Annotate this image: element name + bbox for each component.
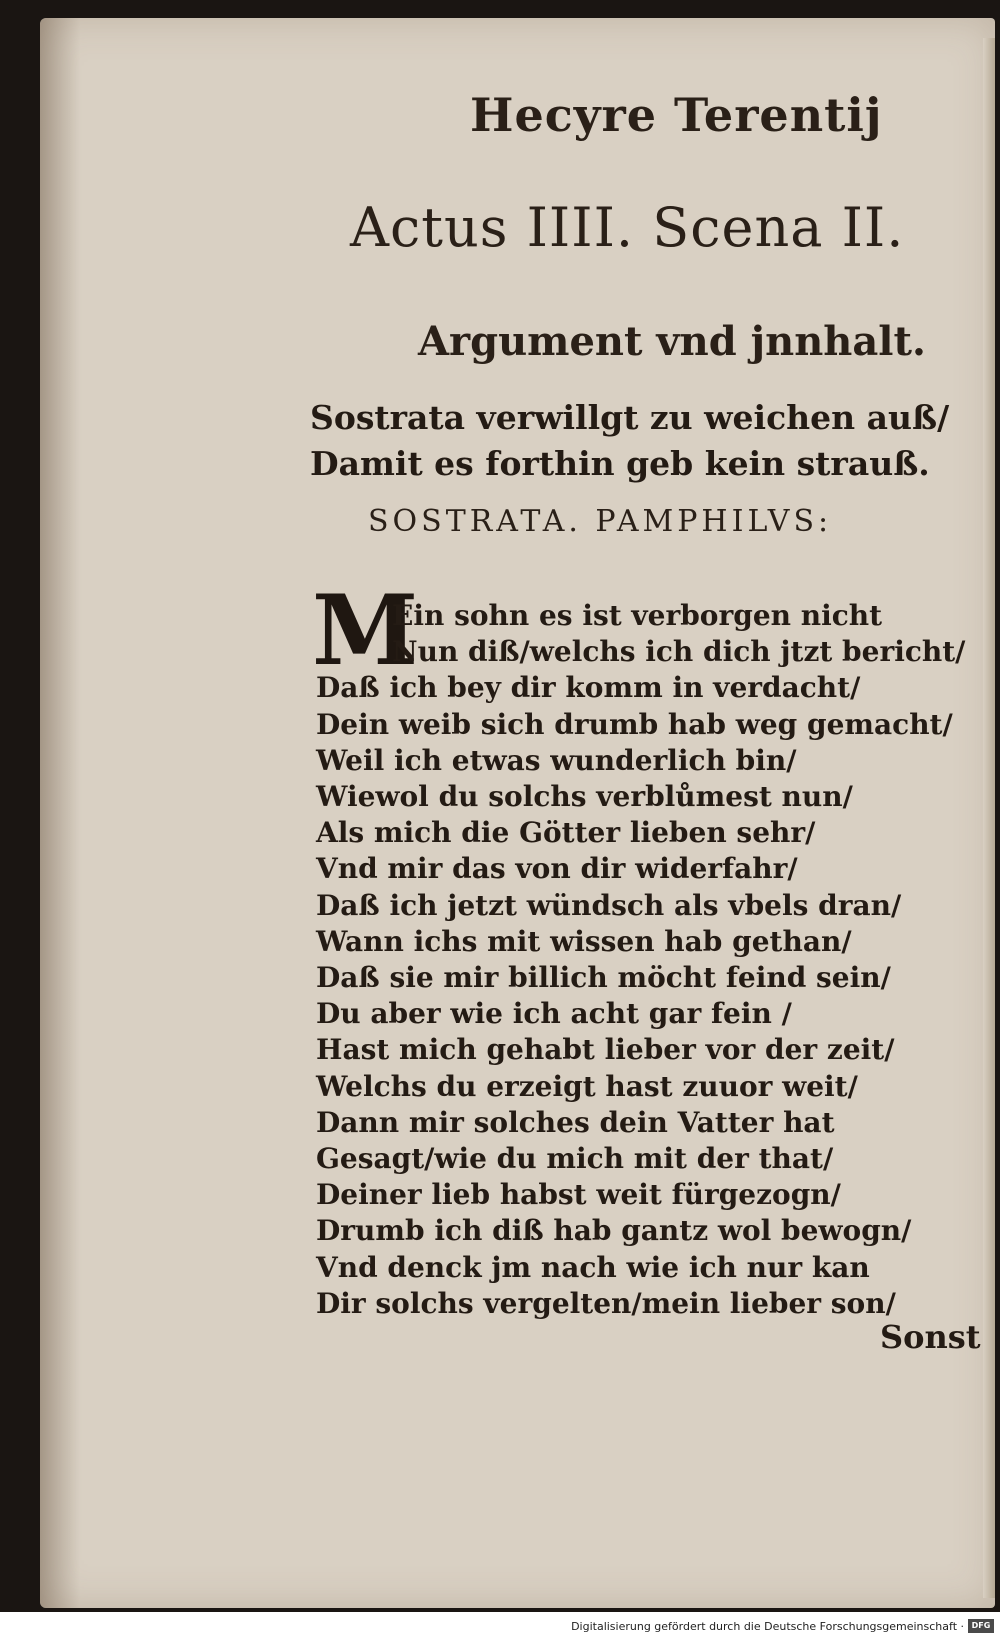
verse-line: Wann ichs mit wissen hab gethan/ bbox=[316, 924, 852, 958]
verse-line: Deiner lieb habst weit fürgezogn/ bbox=[316, 1178, 841, 1212]
summary-line: Damit es forthin geb kein strauß. bbox=[310, 444, 930, 483]
argument-title: Argument vnd jnnhalt. bbox=[418, 318, 926, 365]
verse-line: Ein sohn es ist verborgen nicht bbox=[392, 599, 883, 632]
footer-bar bbox=[0, 1612, 1000, 1641]
verse-line: Welchs du erzeigt hast zuuor weit/ bbox=[316, 1069, 858, 1103]
verse-line: Hast mich gehabt lieber vor der zeit/ bbox=[316, 1033, 895, 1067]
verse-line: Vnd mir das von dir widerfahr/ bbox=[316, 852, 798, 886]
verse-line: Daß sie mir billich möcht feind sein/ bbox=[316, 961, 891, 995]
verse-line: Vnd denck jm nach wie ich nur kan bbox=[316, 1250, 870, 1284]
scene-heading: Actus IIII. Scena II. bbox=[350, 196, 905, 259]
verse-line: Nun diß/welchs ich dich jtzt bericht/ bbox=[392, 635, 966, 669]
verse-line: Als mich die Götter lieben sehr/ bbox=[316, 816, 816, 850]
argument-summary bbox=[310, 395, 949, 487]
verse-line: Dann mir solches dein Vatter hat bbox=[316, 1105, 835, 1139]
funding-credit: Digitalisierung gefördert durch die Deutsche Forschungsgemeinschaft · bbox=[571, 1620, 964, 1633]
catchword: Sonst bbox=[880, 1318, 981, 1356]
running-title: Hecyre Terentij bbox=[470, 88, 883, 142]
verse-line: Weil ich etwas wunderlich bin/ bbox=[316, 743, 797, 777]
verse-line: Dir solchs vergelten/mein lieber son/ bbox=[316, 1286, 896, 1320]
verse-block bbox=[316, 598, 965, 1322]
page-gutter bbox=[983, 38, 995, 1598]
verse-line: Daß ich bey dir komm in verdacht/ bbox=[316, 671, 861, 705]
dfg-logo: DFG bbox=[968, 1619, 994, 1633]
verse-line: Wiewol du solchs verblůmest nun/ bbox=[316, 780, 853, 814]
summary-line: Sostrata verwillgt zu weichen auß/ bbox=[310, 398, 950, 437]
verse-line: Daß ich jetzt wündsch als vbels dran/ bbox=[316, 888, 902, 922]
verse-line: Drumb ich diß hab gantz wol bewogn/ bbox=[316, 1214, 912, 1248]
drop-cap: M bbox=[312, 574, 419, 687]
verse-line: Dein weib sich drumb hab weg gemacht/ bbox=[316, 707, 953, 741]
verse-line: Gesagt/wie du mich mit der that/ bbox=[316, 1142, 834, 1176]
verse-line: Du aber wie ich acht gar fein / bbox=[316, 997, 792, 1031]
speaker-names: SOSTRATA. PAMPHILVS: bbox=[368, 504, 833, 539]
